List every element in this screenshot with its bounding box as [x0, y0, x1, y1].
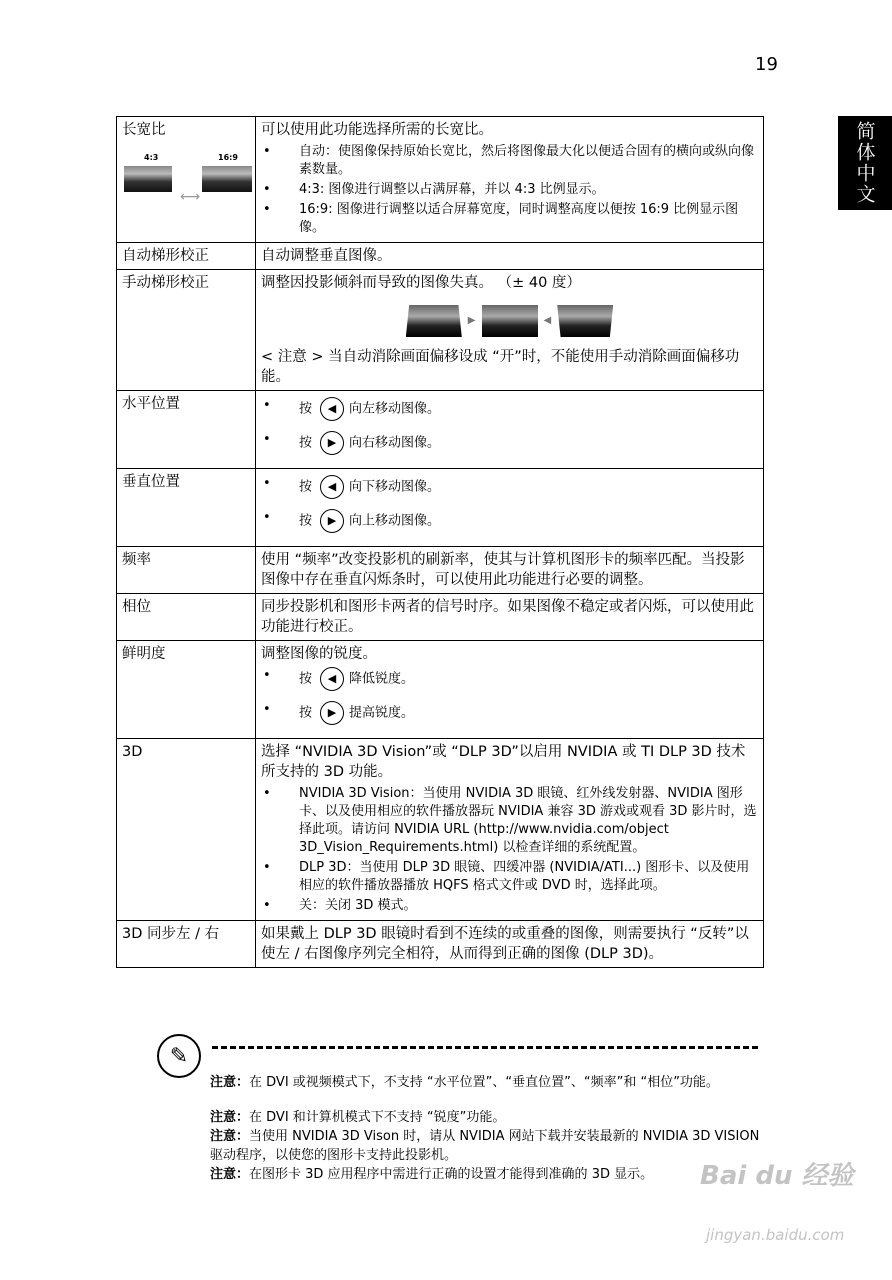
row-3d-sync	[117, 921, 764, 968]
notes-section	[210, 1073, 770, 1184]
manual-keystone-desc: 调整因投影倾斜而导致的图像失真。 （± 40 度）	[261, 275, 581, 291]
keystone-image-right	[557, 305, 613, 337]
aspect-16-9-label: 16:9	[218, 153, 238, 162]
swap-arrows-icon: ⟷	[180, 189, 201, 205]
keystone-illustration	[261, 305, 758, 337]
3d-desc: 选择 “NVIDIA 3D Vision”或 “DLP 3D”以启用 NVIDIA 或 TI DLP 3D 技术所支持的 3D 功能。	[261, 744, 746, 780]
row-manual-keystone	[117, 270, 764, 391]
phase-label: 相位	[117, 594, 256, 641]
list-item: • NVIDIA 3D Vision：当使用 NVIDIA 3D 眼镜、红外线发射器、NVIDIA 图形卡、以及使用相应的软件播放器玩 NVIDIA 兼容 3D 游戏或观看 3D 影片时，选择此项。请访问 NVIDIA URL (http://www.nvidia.com/object 3D_Vision_Requirements.html) 以检查详细的系统配置。	[263, 786, 757, 855]
right-key-icon: ▶	[320, 431, 344, 455]
3d-sync-desc: 如果戴上 DLP 3D 眼镜时看到不连续的或重叠的图像，则需要执行 “反转”以使左 / 右图像序列完全相符，从而得到正确的图像 (DLP 3D)。	[256, 921, 764, 968]
list-item: • DLP 3D：当使用 DLP 3D 眼镜、四缓冲器 (NVIDIA/ATI...) 图形卡、以及使用相应的软件播放器播放 HQFS 格式文件或 DVD 时，选择此项。	[263, 860, 750, 893]
keystone-image-center	[482, 305, 538, 337]
sharpness-content	[256, 641, 764, 739]
frequency-desc: 使用 “频率”改变投影机的刷新率，使其与计算机图形卡的频率匹配。当投影图像中存在垂直闪烁条时，可以使用此功能进行必要的调整。	[256, 547, 764, 594]
manual-keystone-note: < 注意 > 当自动消除画面偏移设成 “开”时，不能使用手动消除画面偏移功能。	[261, 349, 740, 385]
left-key-icon: ◀	[320, 397, 344, 421]
keystone-image-left	[406, 305, 462, 337]
manual-keystone-content	[256, 270, 764, 391]
list-item: • 按 ◀ 向下移动图像。	[261, 475, 758, 499]
aspect-4-3-label: 4:3	[144, 153, 159, 162]
row-sharpness	[117, 641, 764, 739]
sharpness-desc: 调整图像的锐度。	[261, 646, 377, 662]
left-key-icon: ◀	[320, 667, 344, 691]
aspect-label: 长宽比	[122, 122, 166, 138]
list-item: • 按 ▶ 提高锐度。	[261, 701, 758, 725]
note-2: 注意：在 DVI 和计算机模式下不支持 “锐度”功能。	[210, 1110, 506, 1125]
row-auto-keystone	[117, 243, 764, 270]
arrow-left-icon: ◀	[543, 315, 552, 326]
aspect-4-3-image	[124, 166, 172, 192]
frequency-label: 频率	[117, 547, 256, 594]
3d-label: 3D	[117, 739, 256, 921]
row-v-position	[117, 469, 764, 547]
row-phase	[117, 594, 764, 641]
list-item: • 按 ◀ 降低锐度。	[261, 667, 758, 691]
arrow-right-icon: ▶	[467, 315, 476, 326]
page-number: 19	[755, 54, 778, 75]
h-position-content	[256, 391, 764, 469]
h-position-list	[261, 397, 758, 455]
list-item: • 按 ▶ 向右移动图像。	[261, 431, 758, 455]
list-item: • 按 ◀ 向左移动图像。	[261, 397, 758, 421]
aspect-options	[261, 143, 758, 237]
language-tab: 简体中文	[838, 116, 892, 210]
note-pen-icon: ✎	[157, 1034, 201, 1078]
row-frequency	[117, 547, 764, 594]
3d-options	[261, 785, 758, 915]
row-aspect-ratio	[117, 117, 764, 243]
phase-desc: 同步投影机和图形卡两者的信号时序。如果图像不稳定或者闪烁，可以使用此功能进行校正。	[256, 594, 764, 641]
row-3d	[117, 739, 764, 921]
h-position-label: 水平位置	[117, 391, 256, 469]
aspect-content	[256, 117, 764, 243]
watermark-logo: Bai du 经验	[700, 1161, 854, 1191]
auto-keystone-label: 自动梯形校正	[117, 243, 256, 270]
sharpness-list	[261, 667, 758, 725]
3d-content	[256, 739, 764, 921]
list-item: • 按 ▶ 向上移动图像。	[261, 509, 758, 533]
row-h-position	[117, 391, 764, 469]
aspect-illustration	[122, 140, 250, 212]
v-position-list	[261, 475, 758, 533]
note-4: 注意：在图形卡 3D 应用程序中需进行正确的设置才能得到准确的 3D 显示。	[210, 1167, 654, 1182]
v-position-label: 垂直位置	[117, 469, 256, 547]
list-item: • 16:9: 图像进行调整以适合屏幕宽度，同时调整高度以便按 16:9 比例显示图像。	[263, 202, 739, 235]
settings-table	[116, 116, 764, 968]
right-key-icon: ▶	[320, 509, 344, 533]
list-item: • 4:3: 图像进行调整以占满屏幕，并以 4:3 比例显示。	[263, 182, 605, 197]
aspect-label-cell	[117, 117, 256, 243]
auto-keystone-desc: 自动调整垂直图像。	[256, 243, 764, 270]
aspect-16-9-image	[202, 166, 252, 192]
list-item: • 关：关闭 3D 模式。	[263, 898, 417, 913]
note-1: 注意：在 DVI 或视频模式下，不支持 “水平位置”、“垂直位置”、“频率”和 “相位”功能。	[210, 1075, 719, 1090]
right-key-icon: ▶	[320, 701, 344, 725]
list-item: • 自动：使图像保持原始长宽比，然后将图像最大化以便适合固有的横向或纵向像素数量。	[263, 144, 755, 177]
left-key-icon: ◀	[320, 475, 344, 499]
note-divider	[212, 1046, 758, 1049]
3d-sync-label: 3D 同步左 / 右	[117, 921, 256, 968]
watermark-url: jingyan.baidu.com	[706, 1226, 845, 1244]
sharpness-label: 鲜明度	[117, 641, 256, 739]
note-3: 注意：当使用 NVIDIA 3D Vison 时，请从 NVIDIA 网站下载并安装最新的 NVIDIA 3D VISION 驱动程序，以使您的图形卡支持此投影机。	[210, 1129, 760, 1163]
aspect-desc: 可以使用此功能选择所需的长宽比。	[261, 122, 493, 138]
manual-keystone-label: 手动梯形校正	[117, 270, 256, 391]
v-position-content	[256, 469, 764, 547]
